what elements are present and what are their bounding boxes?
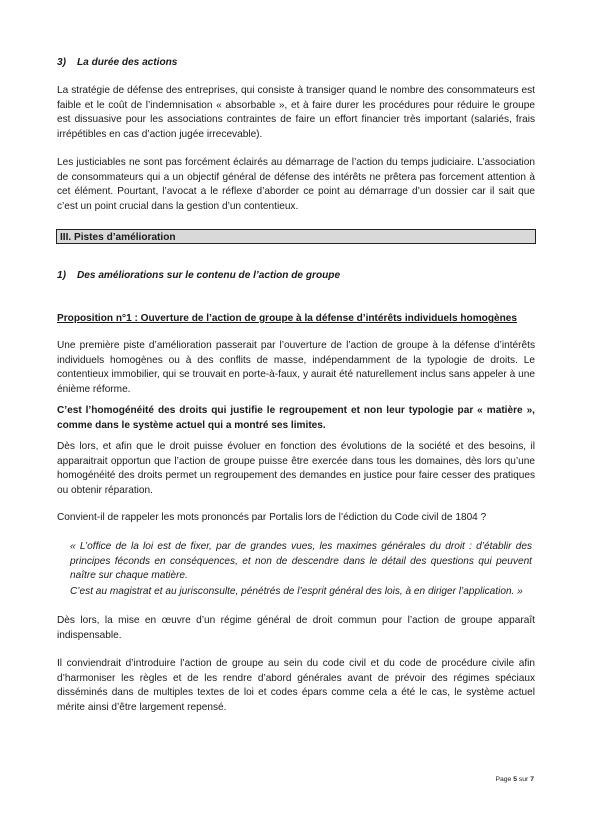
paragraph-homogeneite-bold: C’est l’homogénéité des droits qui justifie le regroupement et non leur typologie par « matière », comme dans le système actuel qui a montré ses limites. [57,405,535,431]
section-heading-duree [57,56,535,71]
quote-magistrat: C’est au magistrat et au jurisconsulte, pénétrés de l’esprit général des lois, à en diriger l’application. » [70,586,523,597]
page-label: Page [495,776,512,783]
paragraph-regime-general: Dès lors, la mise en œuvre d’un régime général de droit commun pour l’action de groupe apparaît indispensable. [57,615,535,641]
section-bar-title: III. Pistes d’amélioration [60,232,176,243]
section-bar-pistes [56,229,536,244]
paragraph-strategie: La stratégie de défense des entreprises, qui consiste à transiger quand le nombre des consommateurs est faible et le coût de l’indemnisation « absorbable », et à faire durer les procédures pour réduire le groupe est dissuasive pour les associations contraintes de faire un effort financier très important (salariés, frais irrépétibles en cas d’action jugée irrecevable). [57,85,535,140]
subsection-heading-ameliorations [57,269,535,284]
page-separator: sur [518,776,529,783]
paragraph-portalis: Convient-il de rappeler les mots prononcés par Portalis lors de l’édiction du Code civil de 1804 ? [57,512,487,523]
quote-office-loi: « L’office de la loi est de fixer, par de grandes vues, les maximes générales du droit : d’établir des principes féconds en conséquences, et non de descendre dans le détail des questions qui peuvent naître sur chaque matière. [70,541,532,581]
paragraph-justiciables: Les justiciables ne sont pas forcément éclairés au démarrage de l’action du temps judiciaire. L’association de consommateurs qui a un objectif général de défense des intérêts ne prêtera pas forcement attention à cet élément. Pourtant, l’avocat a le réflexe d’aborder ce point au démarrage d’un dossier car il sait que c’est un point crucial dans la gestion d’un contentieux. [57,157,535,212]
subsection-number: 1) [57,270,66,281]
section-number: 3) [57,57,66,68]
proposition-title: Proposition n°1 : Ouverture de l’action de groupe à la défense d’intérêts individuels homogènes [57,313,518,324]
page-number: 5 [513,776,517,783]
page-footer [495,776,534,783]
paragraph-premiere-piste: Une première piste d’amélioration passerait par l’ouverture de l’action de groupe à la défense d’intérêts individuels homogènes ou à des conflits de masse, indépendamment de la typologie de droits. Le contentieux immobilier, qui se trouvait en porte-à-faux, y aurait été naturellement inclus sans appeler à une énième réforme. [57,340,535,395]
subsection-title: Des améliorations sur le contenu de l’action de groupe [77,270,341,281]
paragraph-des-lors: Dès lors, et afin que le droit puisse évoluer en fonction des évolutions de la société et des besoins, il apparaitrait opportun que l’action de groupe puisse être exercée dans tous les domaines, dès lors qu’une homogénéité des droits permet un regroupement des demandes en justice pour faire cesser des pratiques ou obtenir réparation. [57,441,535,496]
paragraph-code-civil: Il conviendrait d’introduire l’action de groupe au sein du code civil et du code de procédure civile afin d’harmoniser les règles et de les rendre d’abord générales avant de prévoir des régimes spéciaux disséminés dans de multiples textes de loi et codes épars comme cela a été le cas, le système actuel mérite ainsi d’être largement repensé. [57,658,535,713]
page-total: 7 [530,776,534,783]
section-title: La durée des actions [77,57,178,68]
